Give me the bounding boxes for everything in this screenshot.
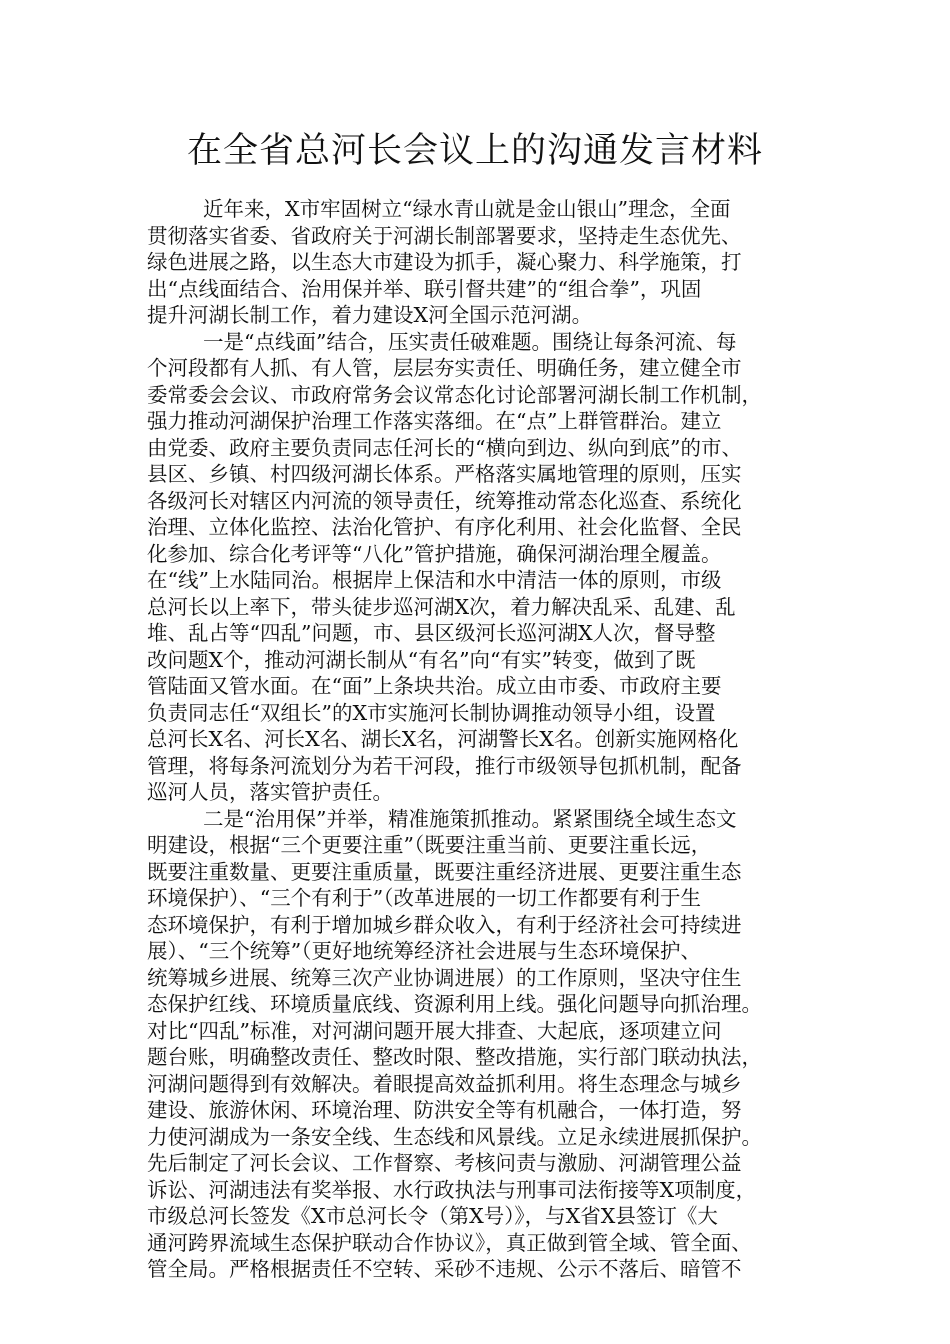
document-body (147, 196, 811, 1283)
paragraph-line: 堆、乱占等“四乱”问题，市、县区级河长巡河湖X人次，督导整 (147, 621, 716, 645)
paragraph-line: 态保护红线、环境质量底线、资源利用上线。强化问题导向抓治理。 (147, 992, 762, 1016)
paragraph-line: 环境保护）、“三个有利于”（改革进展的一切工作都要有利于生 (147, 886, 701, 910)
paragraph-line: 总河长X名、河长X名、湖长X名，河湖警长X名。创新实施网格化 (147, 727, 739, 751)
paragraph-line: 负责同志任“双组长”的X市实施河长制协调推动领导小组，设置 (147, 700, 716, 725)
paragraph-line: 先后制定了河长会议、工作督察、考核问责与激励、河湖管理公益 (147, 1151, 742, 1175)
document-title: 在全省总河长会议上的沟通发言材料 (186, 131, 763, 171)
paragraph-line: 由党委、政府主要负责同志任河长的“横向到边、纵向到底”的市、 (147, 435, 742, 460)
paragraph-first-line: 一是“点线面”结合，压实责任破难题。围绕让每条河流、每 (203, 329, 737, 354)
paragraph-line: 绿色进展之路，以生态大市建设为抓手，凝心聚力、科学施策，打 (147, 250, 742, 274)
paragraph-line: 市级总河长签发《X市总河长令（第X号）》，与X省X县签订《大 (147, 1204, 718, 1228)
paragraph-line: 建设、旅游休闲、环境治理、防洪安全等有机融合，一体打造，努 (147, 1098, 742, 1122)
paragraph-line: 题台账，明确整改责任、整改时限、整改措施，实行部门联动执法， (147, 1045, 762, 1069)
paragraph-line: 改问题X个，推动河湖长制从“有名”向“有实”转变，做到了既 (147, 647, 696, 672)
paragraph-line: 强力推动河湖保护治理工作落实落细。在“点”上群管群治。建立 (147, 409, 722, 433)
paragraph-line: 各级河长对辖区内河流的领导责任，统筹推动常态化巡查、系统化 (147, 488, 742, 513)
paragraph-line: 诉讼、河湖违法有奖举报、水行政执法与刑事司法衔接等X项制度， (147, 1177, 757, 1202)
paragraph-line: 县区、乡镇、村四级河湖长体系。严格落实属地管理的原则，压实 (147, 462, 742, 486)
paragraph-line: 既要注重数量、更要注重质量，既要注重经济进展、更要注重生态 (147, 859, 742, 884)
paragraph-line: 总河长以上率下，带头徒步巡河湖X次，着力解决乱采、乱建、乱 (147, 594, 736, 619)
paragraph-line: 展）、“三个统筹”（更好地统筹经济社会进展与生态环境保护、 (147, 939, 701, 963)
paragraph-first-line: 近年来，X市牢固树立“绿水青山就是金山银山”理念，全面 (203, 197, 731, 221)
paragraph-line: 管全局。严格根据责任不空转、采砂不违规、公示不落后、暗管不 (147, 1257, 742, 1281)
paragraph-line: 委常委会会议、市政府常务会议常态化讨论部署河湖长制工作机制， (147, 382, 762, 407)
paragraph-line: 河湖问题得到有效解决。着眼提高效益抓利用。将生态理念与城乡 (147, 1071, 742, 1096)
paragraph-line: 对比“四乱”标准，对河湖问题开展大排查、大起底，逐项建立问 (147, 1018, 722, 1043)
paragraph-line: 管陆面又管水面。在“面”上条块共治。成立由市委、市政府主要 (147, 674, 722, 698)
paragraph-line: 治理、立体化监控、法治化管护、有序化利用、社会化监督、全民 (147, 515, 742, 539)
paragraph-line: 出“点线面结合、治用保并举、联引督共建”的“组合拳”，巩固 (147, 276, 702, 301)
paragraph-line: 个河段都有人抓、有人管，层层夯实责任、明确任务，建立健全市 (147, 356, 742, 380)
paragraph-line: 提升河湖长制工作，着力建设X河全国示范河湖。 (147, 303, 593, 327)
paragraph-line: 巡河人员，落实管护责任。 (147, 780, 393, 804)
paragraph-line: 贯彻落实省委、省政府关于河湖长制部署要求，坚持走生态优先、 (147, 223, 742, 248)
paragraph-line: 化参加、综合化考评等“八化”管护措施，确保河湖治理全履盖。 (147, 541, 722, 566)
paragraph-line: 明建设，根据“三个更要注重”（既要注重当前、更要注重长远， (147, 833, 712, 857)
paragraph-line: 统筹城乡进展、统筹三次产业协调进展）的工作原则，坚决守住生 (147, 965, 742, 990)
paragraph-line: 态环境保护，有利于增加城乡群众收入，有利于经济社会可持续进 (147, 912, 742, 937)
paragraph-line: 通河跨界流域生态保护联动合作协议》，真正做到管全域、管全面、 (147, 1230, 752, 1255)
paragraph-line: 管理，将每条河流划分为若干河段，推行市级领导包抓机制，配备 (147, 753, 742, 778)
paragraph-line: 在“线”上水陆同治。根据岸上保洁和水中清洁一体的原则，市级 (147, 568, 722, 592)
paragraph-line: 力使河湖成为一条安全线、生态线和风景线。立足永续进展抓保护。 (147, 1124, 762, 1149)
paragraph-first-line: 二是“治用保”并举，精准施策抓推动。紧紧围绕全域生态文 (203, 806, 737, 831)
